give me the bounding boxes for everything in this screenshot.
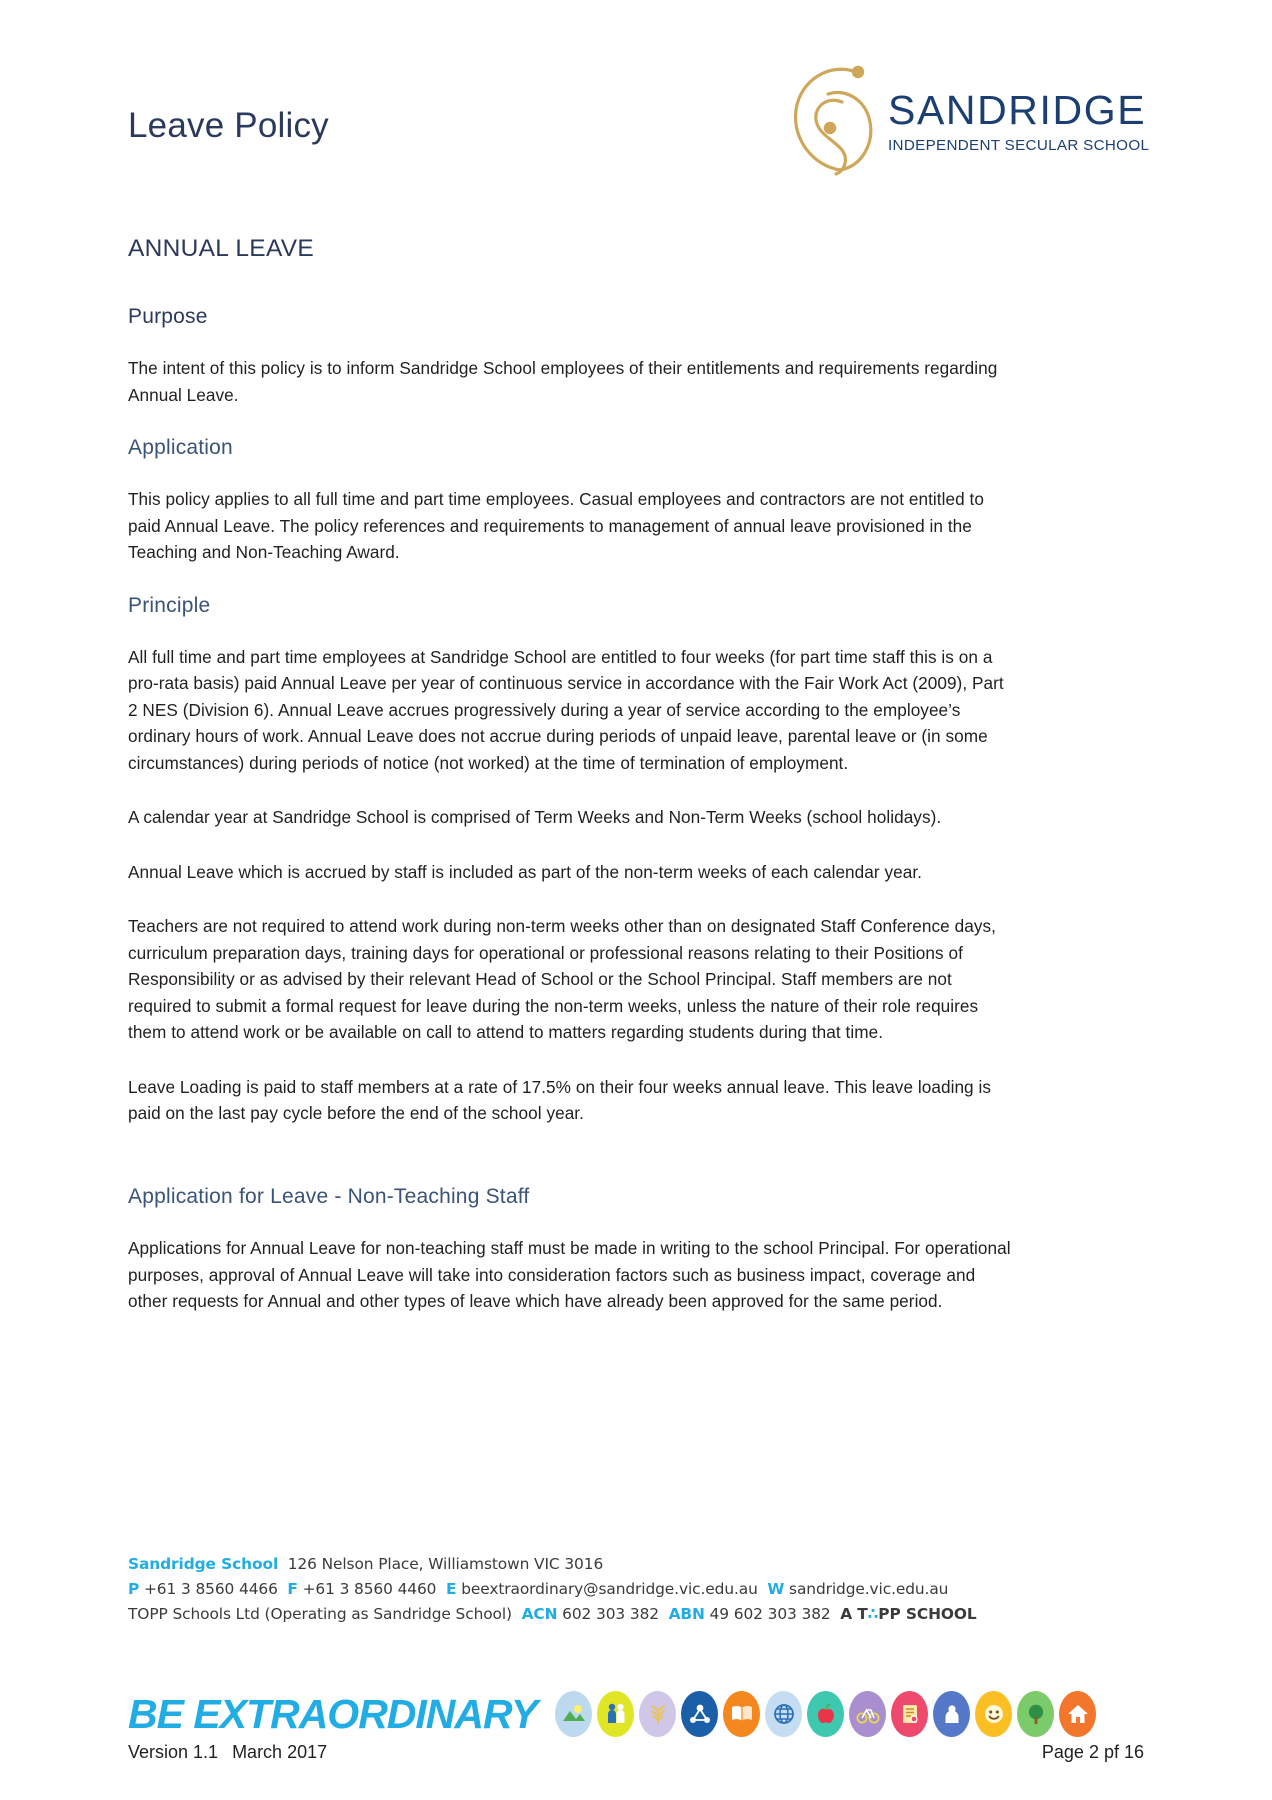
people-icon xyxy=(597,1691,634,1737)
paragraph-principle-5: Leave Loading is paid to staff members at a rate of 17.5% on their four weeks annual leave. This leave loading is paid on the last pay cycle before the end of the school year. xyxy=(128,1076,992,1124)
house-icon xyxy=(1059,1691,1096,1737)
footer-acn: 602 303 382 xyxy=(562,1605,659,1623)
tree-icon xyxy=(1017,1691,1054,1737)
bicycle-icon xyxy=(849,1691,886,1737)
paragraph-principle-1: All full time and part time employees at Sandridge School are entitled to four weeks (for part time staff this is on a pro-rata basis) paid Annual Leave per year of continuous service in accordance with the Fair Work Act (2009), Part 2 NES (Division 6). Annual Leave accrues progressively during a year of service according to the employee’s ordinary hours of work. Annual Leave does not accrue during periods of unpaid leave, parental leave or (in some circumstances) during periods of notice (not worked) at the time of termination of employment. xyxy=(128,646,1004,773)
footer-fax-label: F xyxy=(287,1580,298,1598)
paragraph-principle-4: Teachers are not required to attend work during non-term weeks other than on designated Staff Conference days, curriculum preparation days, training days for operational or professional reasons relating to their Positions of Responsibility or as advised by their relevant Head of School or the School Principal. Staff members are not required to submit a formal request for leave during the non-term weeks, unless the nature of their role requires them to attend work or be available on call to attend to matters regarding students during that time. xyxy=(128,916,996,1043)
footer-phone-label: P xyxy=(128,1580,140,1598)
molecule-icon xyxy=(681,1691,718,1737)
wheat-icon xyxy=(639,1691,676,1737)
footer-entity-line: TOPP Schools Ltd (Operating as Sandridge School) ACN 602 303 382 ABN 49 602 303 382 A T∴PP SCHOOL xyxy=(128,1605,977,1623)
footer-web-label: W xyxy=(767,1580,785,1598)
page-number: Page 2 pf 16 xyxy=(1041,1742,1144,1762)
landscape-sun-icon xyxy=(555,1691,592,1737)
footer-school-name: Sandridge School xyxy=(128,1555,279,1573)
footer-email[interactable]: beextraordinary@sandridge.vic.edu.au xyxy=(461,1580,758,1598)
page-title: Leave Policy xyxy=(128,106,329,145)
logo-word: SANDRIDGE xyxy=(888,87,1147,133)
footer-website[interactable]: sandridge.vic.edu.au xyxy=(789,1580,949,1598)
section-title: ANNUAL LEAVE xyxy=(128,235,315,262)
globe-icon xyxy=(765,1691,802,1737)
heading-application: Application xyxy=(128,436,233,460)
paragraph-application: This policy applies to all full time and part time employees. Casual employees and contractors are not entitled to paid Annual Leave. The policy references and requirements to management of annual leave provisioned in the Teaching and Non-Teaching Award. xyxy=(128,489,984,563)
footer-address-line xyxy=(128,1552,1144,1577)
footer-entity: TOPP Schools Ltd (Operating as Sandridge School) xyxy=(128,1605,512,1623)
logo-wordmark xyxy=(888,87,1150,154)
footer-phone: +61 3 8560 4466 xyxy=(143,1580,278,1598)
page-footer xyxy=(128,1552,1144,1627)
footer-email-label: E xyxy=(445,1580,457,1598)
document-icon xyxy=(891,1691,928,1737)
smiley-icon xyxy=(975,1691,1012,1737)
paragraph-application-for-leave: Applications for Annual Leave for non-teaching staff must be made in writing to the school Principal. For operational purposes, approval of Annual Leave will take into consideration factors such as business impact, coverage and other requests for Annual and other types of leave which have already been approved for the same period. xyxy=(128,1238,1011,1311)
apple-icon xyxy=(807,1691,844,1737)
footer-topp-prefix: A T xyxy=(840,1605,868,1623)
footer-address: 126 Nelson Place, Williamstown VIC 3016 xyxy=(287,1555,604,1573)
footer-abn: 49 602 303 382 xyxy=(709,1605,831,1623)
paragraph-principle-3: Annual Leave which is accrued by staff is included as part of the non-term weeks of each calendar year. xyxy=(128,861,922,882)
person-badge-icon xyxy=(933,1691,970,1737)
logo-tagline: INDEPENDENT SECULAR SCHOOL xyxy=(888,137,1150,154)
be-extraordinary-banner xyxy=(128,1685,1144,1743)
footer-topp-suffix: PP SCHOOL xyxy=(878,1605,977,1623)
sandridge-spiral-mark-icon xyxy=(778,58,886,180)
version-info xyxy=(128,1742,327,1763)
document-body xyxy=(128,236,1016,1315)
heading-application-for-leave: Application for Leave - Non-Teaching Staff xyxy=(128,1184,530,1208)
heading-purpose: Purpose xyxy=(128,304,208,328)
heading-principle: Principle xyxy=(128,593,211,617)
paragraph-purpose: The intent of this policy is to inform Sandridge School employees of their entitlements and requirements regarding Annual Leave. xyxy=(128,358,998,405)
version-date: March 2017 xyxy=(232,1742,328,1762)
open-book-icon xyxy=(723,1691,760,1737)
banner-text: BE EXTRAORDINARY xyxy=(128,1690,538,1737)
footer-abn-label: ABN xyxy=(668,1605,705,1623)
footer-fax: +61 3 8560 4460 xyxy=(302,1580,437,1598)
footer-acn-label: ACN xyxy=(521,1605,558,1623)
values-icon-strip xyxy=(555,1691,1096,1737)
page-header xyxy=(0,0,1272,200)
paragraph-principle-2: A calendar year at Sandridge School is comprised of Term Weeks and Non-Term Weeks (school holidays). xyxy=(128,807,942,828)
version-label: Version 1.1 xyxy=(128,1742,219,1762)
sandridge-logo xyxy=(766,52,1150,182)
footer-contact-line xyxy=(128,1577,1144,1602)
